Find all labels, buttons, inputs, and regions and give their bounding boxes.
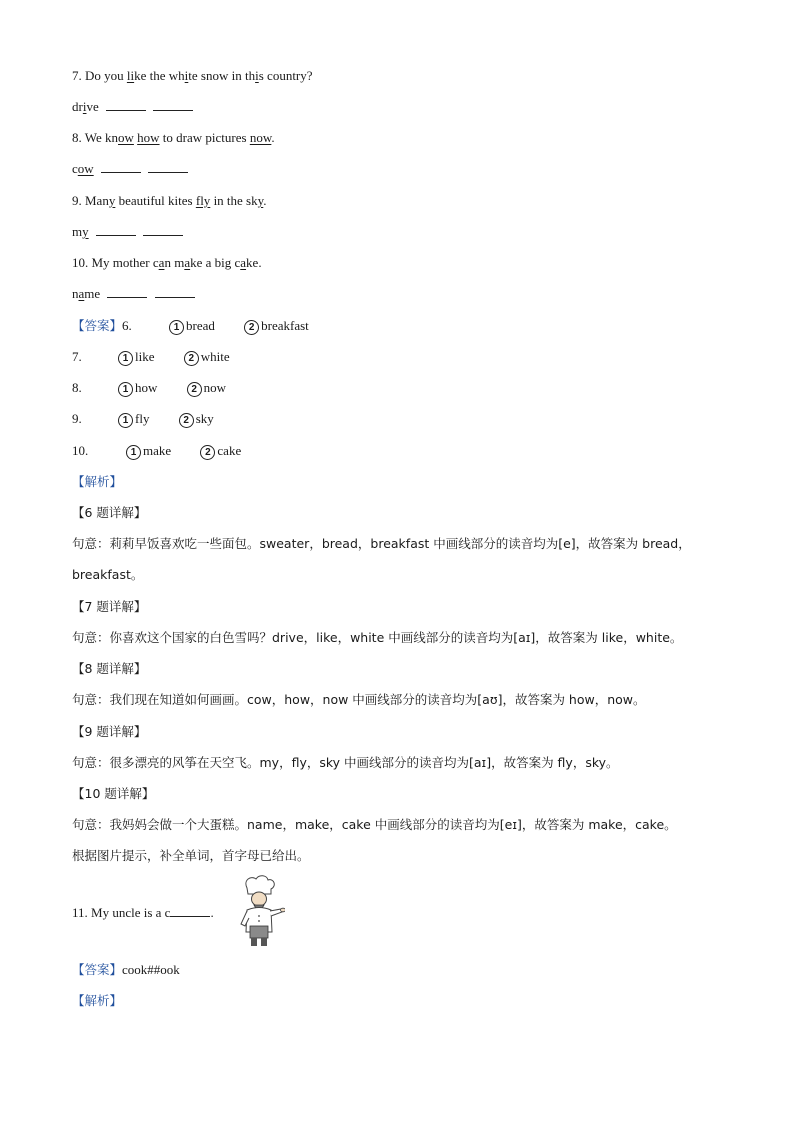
circled-number-icon: 1 (169, 320, 184, 335)
underlined-text: i (82, 99, 87, 114)
answer-blank[interactable] (107, 285, 147, 298)
answer-tag: 【答案】 (72, 318, 123, 333)
question-10 (72, 254, 262, 272)
underlined-text: y (108, 193, 116, 208)
detail-8-text: 句意：我们现在知道如何画画。cow，how，now 中画线部分的读音均为[aʊ]，故答案为 how，now。 (72, 692, 646, 707)
question-9-word (72, 223, 183, 241)
text: e the wh (140, 68, 185, 83)
underlined-text: y (257, 193, 264, 208)
detail-9-text: 句意：很多漂亮的风筝在天空飞。my，fly，sky 中画线部分的读音均为[aɪ]，故答案为 fly，sky。 (72, 755, 619, 770)
answer-row-6 (72, 317, 309, 335)
question-8 (72, 129, 275, 147)
answer-number: 7. (72, 349, 82, 364)
text: . (263, 193, 267, 208)
answer-text: cake (217, 443, 242, 458)
text: n (72, 286, 79, 301)
answer-text: sky (195, 411, 214, 426)
analysis-tag-2: 【解析】 (72, 993, 123, 1008)
detail-6-text-cont: breakfast。 (72, 567, 144, 582)
text: to draw pictures (159, 130, 250, 145)
circled-number-icon: 1 (118, 413, 133, 428)
answer-number: 10. (72, 443, 89, 458)
answer-text: how (135, 380, 158, 395)
answer-blank[interactable] (170, 904, 210, 917)
underlined-text: a (240, 255, 247, 270)
underlined-text: i (184, 68, 189, 83)
circled-number-icon: 2 (244, 320, 259, 335)
question-7-word (72, 98, 193, 116)
answer-row-11 (72, 961, 180, 979)
answer-row-7 (72, 348, 230, 366)
underlined-text: fly (195, 193, 211, 208)
question-7 (72, 67, 313, 85)
text: ve (86, 99, 99, 114)
question-8-word (72, 160, 188, 178)
answer-row-8 (72, 379, 226, 397)
underlined-text: ow (77, 161, 94, 176)
underlined-text: i (255, 68, 259, 83)
text: 9. Man (72, 193, 109, 208)
underlined-text: a (158, 255, 165, 270)
answer-text: like (135, 349, 155, 364)
detail-8-title: 【8 题详解】 (72, 661, 147, 676)
question-9 (72, 192, 267, 210)
question-10-word (72, 285, 195, 303)
text: me (84, 286, 101, 301)
answer-text: white (200, 349, 230, 364)
answer-blank[interactable] (101, 160, 141, 173)
underlined-text: a (184, 255, 191, 270)
detail-10-text: 句意：我妈妈会做一个大蛋糕。name，make，cake 中画线部分的读音均为[eɪ]，故答案为 make，cake。 (72, 817, 677, 832)
text: m (72, 224, 83, 239)
answer-blank[interactable] (155, 285, 195, 298)
detail-7-title: 【7 题详解】 (72, 599, 147, 614)
text: 10. My mother c (72, 255, 159, 270)
circled-number-icon: 1 (126, 445, 141, 460)
detail-10-title: 【10 题详解】 (72, 786, 155, 801)
answer-tag: 【答案】 (72, 962, 123, 977)
detail-7-text: 句意：你喜欢这个国家的白色雪吗？drive，like，white 中画线部分的读音均为[aɪ]，故答案为 like，white。 (72, 630, 683, 645)
answer-number: 8. (72, 380, 82, 395)
answer-text: cook##ook (122, 962, 180, 977)
text: 8. We kn (72, 130, 119, 145)
detail-6-text: 句意：莉莉早饭喜欢吃一些面包。sweater，bread，breakfast 中画线部分的读音均为[e]，故答案为 bread， (72, 536, 691, 551)
answer-number: 9. (72, 411, 82, 426)
text: c (72, 161, 78, 176)
circled-number-icon: 2 (200, 445, 215, 460)
text: . (210, 905, 214, 920)
underlined-text: how (137, 130, 160, 145)
answer-row-9 (72, 410, 214, 428)
underlined-text: ow (118, 130, 134, 145)
underlined-text: li (126, 68, 135, 83)
answer-blank[interactable] (153, 98, 193, 111)
answer-blank[interactable] (106, 98, 146, 111)
answer-text: make (143, 443, 172, 458)
text: beautiful kites (115, 193, 196, 208)
text: te snow in th (188, 68, 256, 83)
circled-number-icon: 2 (179, 413, 194, 428)
text: in the sk (210, 193, 258, 208)
text: 11. My uncle is a c (72, 905, 171, 920)
underlined-text: y (82, 224, 89, 239)
answer-text: bread (186, 318, 215, 333)
answer-blank[interactable] (148, 160, 188, 173)
text: s country? (258, 68, 313, 83)
text: . (271, 130, 275, 145)
answer-text: fly (135, 411, 150, 426)
detail-9-title: 【9 题详解】 (72, 724, 147, 739)
section-instruction: 根据图片提示，补全单词，首字母已给出。 (72, 848, 310, 863)
text: k (134, 68, 141, 83)
answer-number: 6. (122, 318, 132, 333)
text: ke. (246, 255, 262, 270)
text: ke a big c (190, 255, 241, 270)
question-11 (72, 904, 214, 922)
chef-illustration (235, 874, 285, 948)
answer-row-10 (72, 442, 241, 460)
text: n m (164, 255, 185, 270)
circled-number-icon: 2 (184, 351, 199, 366)
underlined-text: a (78, 286, 85, 301)
answer-blank[interactable] (96, 223, 136, 236)
detail-6-title: 【6 题详解】 (72, 505, 147, 520)
text: 7. Do you (72, 68, 127, 83)
text: dr (72, 99, 83, 114)
answer-text: breakfast (261, 318, 309, 333)
underlined-text: now (249, 130, 272, 145)
circled-number-icon: 1 (118, 351, 133, 366)
circled-number-icon: 1 (118, 382, 133, 397)
circled-number-icon: 2 (187, 382, 202, 397)
analysis-tag: 【解析】 (72, 474, 123, 489)
answer-text: now (203, 380, 227, 395)
answer-blank[interactable] (143, 223, 183, 236)
